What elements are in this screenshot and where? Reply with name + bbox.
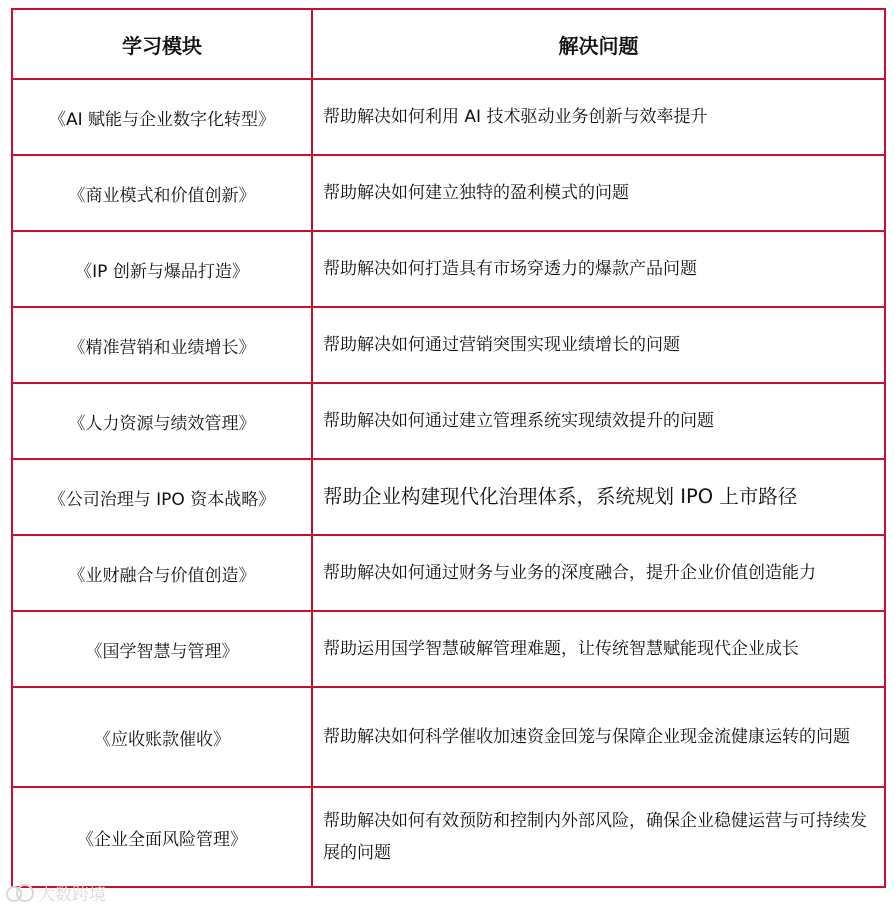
header-learning-module: 学习模块 — [12, 9, 312, 79]
module-cell: 《企业全面风险管理》 — [12, 787, 312, 887]
problem-cell: 帮助运用国学智慧破解管理难题，让传统智慧赋能现代企业成长 — [312, 611, 885, 687]
table-row — [12, 383, 885, 459]
learning-modules-table — [11, 8, 886, 888]
table-row — [12, 307, 885, 383]
table-header-row — [12, 9, 885, 79]
table-row — [12, 687, 885, 787]
watermark-text: 大数跨境 — [38, 885, 106, 905]
table-row — [12, 79, 885, 155]
module-cell: 《业财融合与价值创造》 — [12, 535, 312, 611]
module-cell: 《IP 创新与爆品打造》 — [12, 231, 312, 307]
module-cell: 《公司治理与 IPO 资本战略》 — [12, 459, 312, 535]
problem-cell: 帮助解决如何通过营销突围实现业绩增长的问题 — [312, 307, 885, 383]
brand-logo-icon — [6, 883, 32, 903]
module-table-container — [11, 8, 884, 888]
header-problem-solved: 解决问题 — [312, 9, 885, 79]
module-cell: 《国学智慧与管理》 — [12, 611, 312, 687]
problem-cell: 帮助解决如何建立独特的盈利模式的问题 — [312, 155, 885, 231]
problem-cell: 帮助企业构建现代化治理体系，系统规划 IPO 上市路径 — [312, 459, 885, 535]
problem-cell: 帮助解决如何利用 AI 技术驱动业务创新与效率提升 — [312, 79, 885, 155]
table-row — [12, 611, 885, 687]
module-cell: 《精准营销和业绩增长》 — [12, 307, 312, 383]
table-row — [12, 155, 885, 231]
module-cell: 《应收账款催收》 — [12, 687, 312, 787]
problem-cell: 帮助解决如何科学催收加速资金回笼与保障企业现金流健康运转的问题 — [312, 687, 885, 787]
problem-cell: 帮助解决如何通过建立管理系统实现绩效提升的问题 — [312, 383, 885, 459]
problem-cell: 帮助解决如何打造具有市场穿透力的爆款产品问题 — [312, 231, 885, 307]
problem-cell: 帮助解决如何通过财务与业务的深度融合，提升企业价值创造能力 — [312, 535, 885, 611]
table-row — [12, 787, 885, 887]
table-row — [12, 459, 885, 535]
watermark — [6, 880, 106, 905]
module-cell: 《人力资源与绩效管理》 — [12, 383, 312, 459]
module-cell: 《商业模式和价值创新》 — [12, 155, 312, 231]
table-row — [12, 535, 885, 611]
problem-cell: 帮助解决如何有效预防和控制内外部风险，确保企业稳健运营与可持续发展的问题 — [312, 787, 885, 887]
module-cell: 《AI 赋能与企业数字化转型》 — [12, 79, 312, 155]
table-row — [12, 231, 885, 307]
